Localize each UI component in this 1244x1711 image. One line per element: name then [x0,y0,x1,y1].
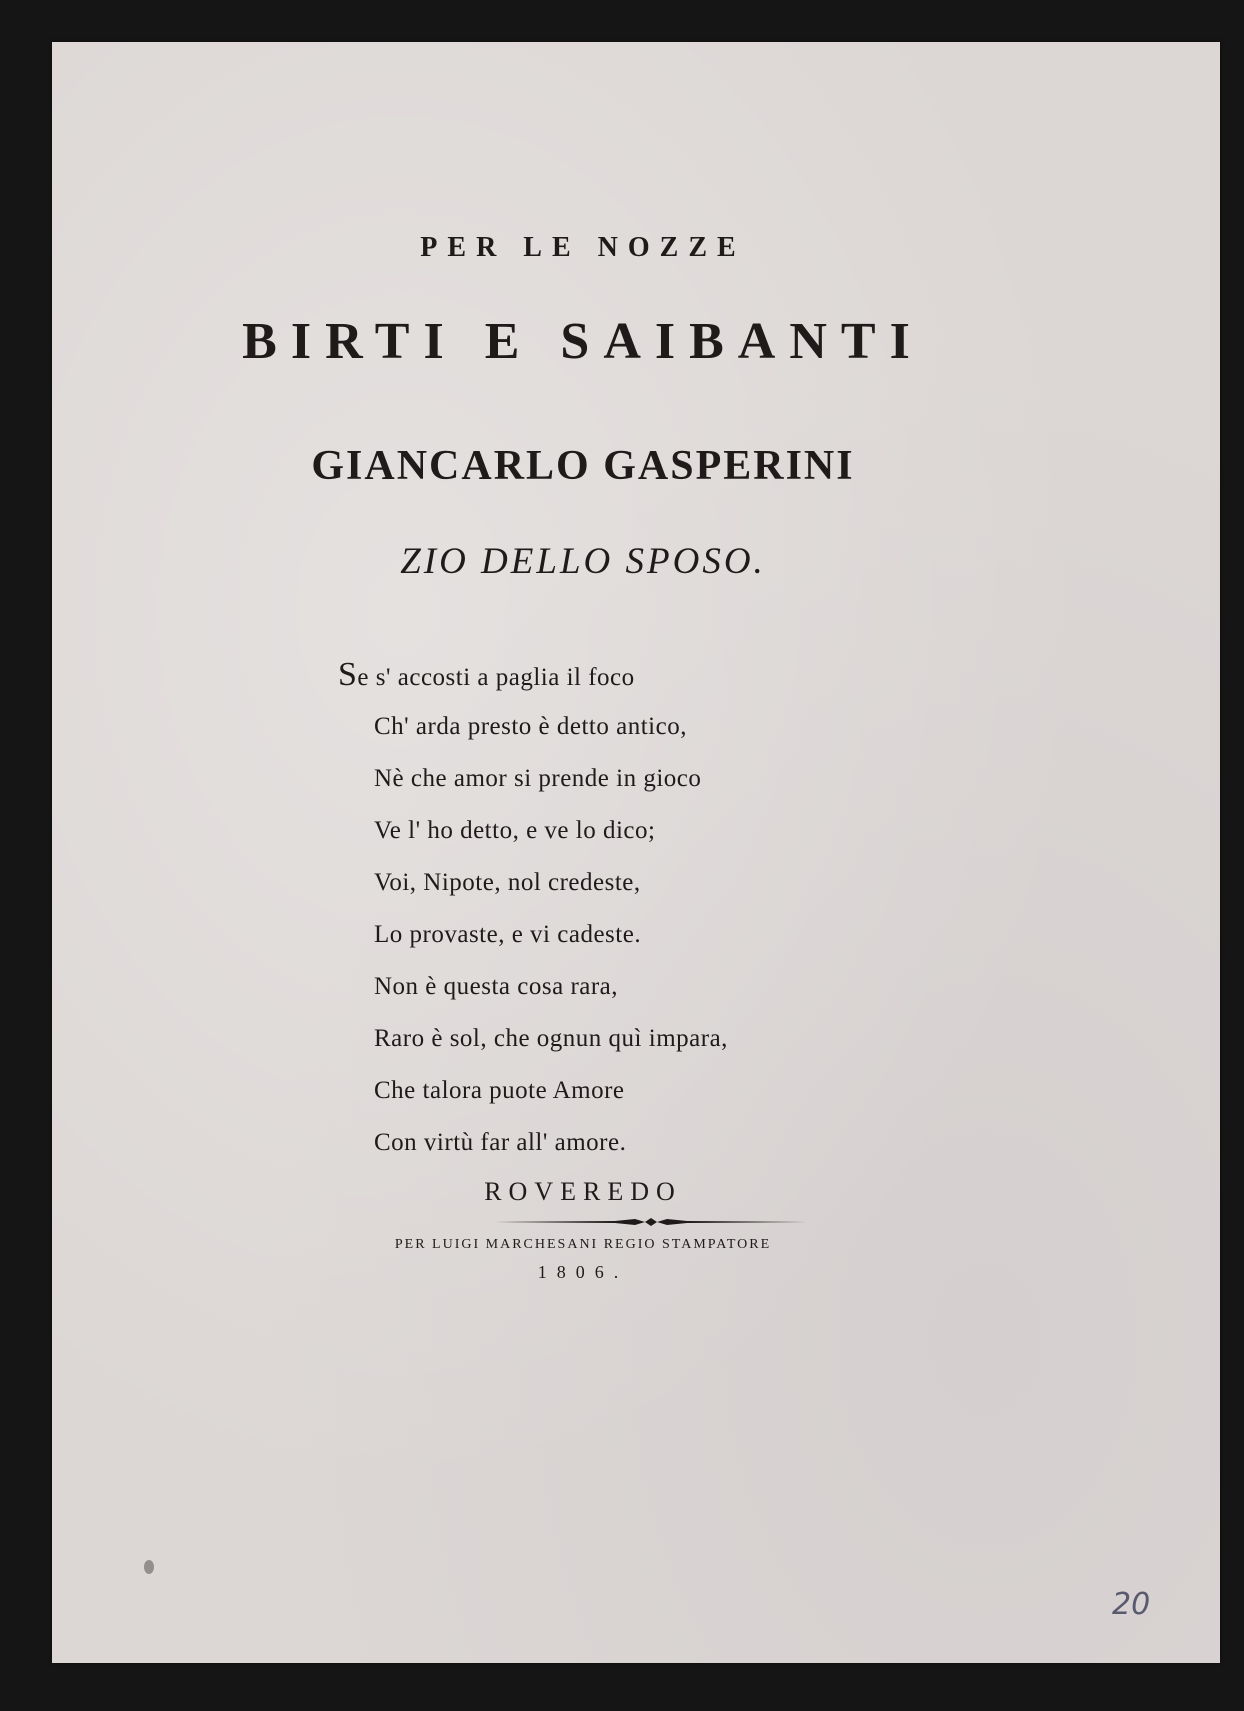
paper-stain [144,1560,154,1574]
poem-line: Ch' arda presto è detto antico, [374,713,687,740]
drop-cap: S [338,656,358,693]
poem-line: Voi, Nipote, nol credeste, [374,869,641,896]
poem-line: Non è questa cosa rara, [374,973,619,1000]
poem-line: Che talora puote Amore [374,1077,625,1104]
imprint-printer: PER LUIGI MARCHESANI REGIO STAMPATORE [394,1237,772,1252]
archive-number: 20 [1112,1587,1151,1622]
poem-line-text: e s' accosti a paglia il foco [357,664,635,691]
poem-line: Ve l' ho detto, e ve lo dico; [374,817,656,844]
couple-names: BIRTI E SAIBANTI [242,313,924,370]
printed-sheet [52,42,1220,1663]
imprint-year: 1806. [537,1262,629,1282]
occasion-heading: PER LE NOZZE [420,232,746,263]
poem-line: Lo provaste, e vi cadeste. [374,921,642,948]
poem-line [338,656,635,693]
ornamental-rule [495,1217,807,1227]
poem-line: Raro è sol, che ognun quì impara, [374,1025,728,1052]
author-name: GIANCARLO GASPERINI [311,443,855,489]
poem-line: Nè che amor si prende in gioco [374,765,702,792]
imprint-place: ROVEREDO [484,1177,682,1206]
author-relation: ZIO DELLO SPOSO. [400,541,766,582]
poem-line: Con virtù far all' amore. [374,1129,627,1156]
